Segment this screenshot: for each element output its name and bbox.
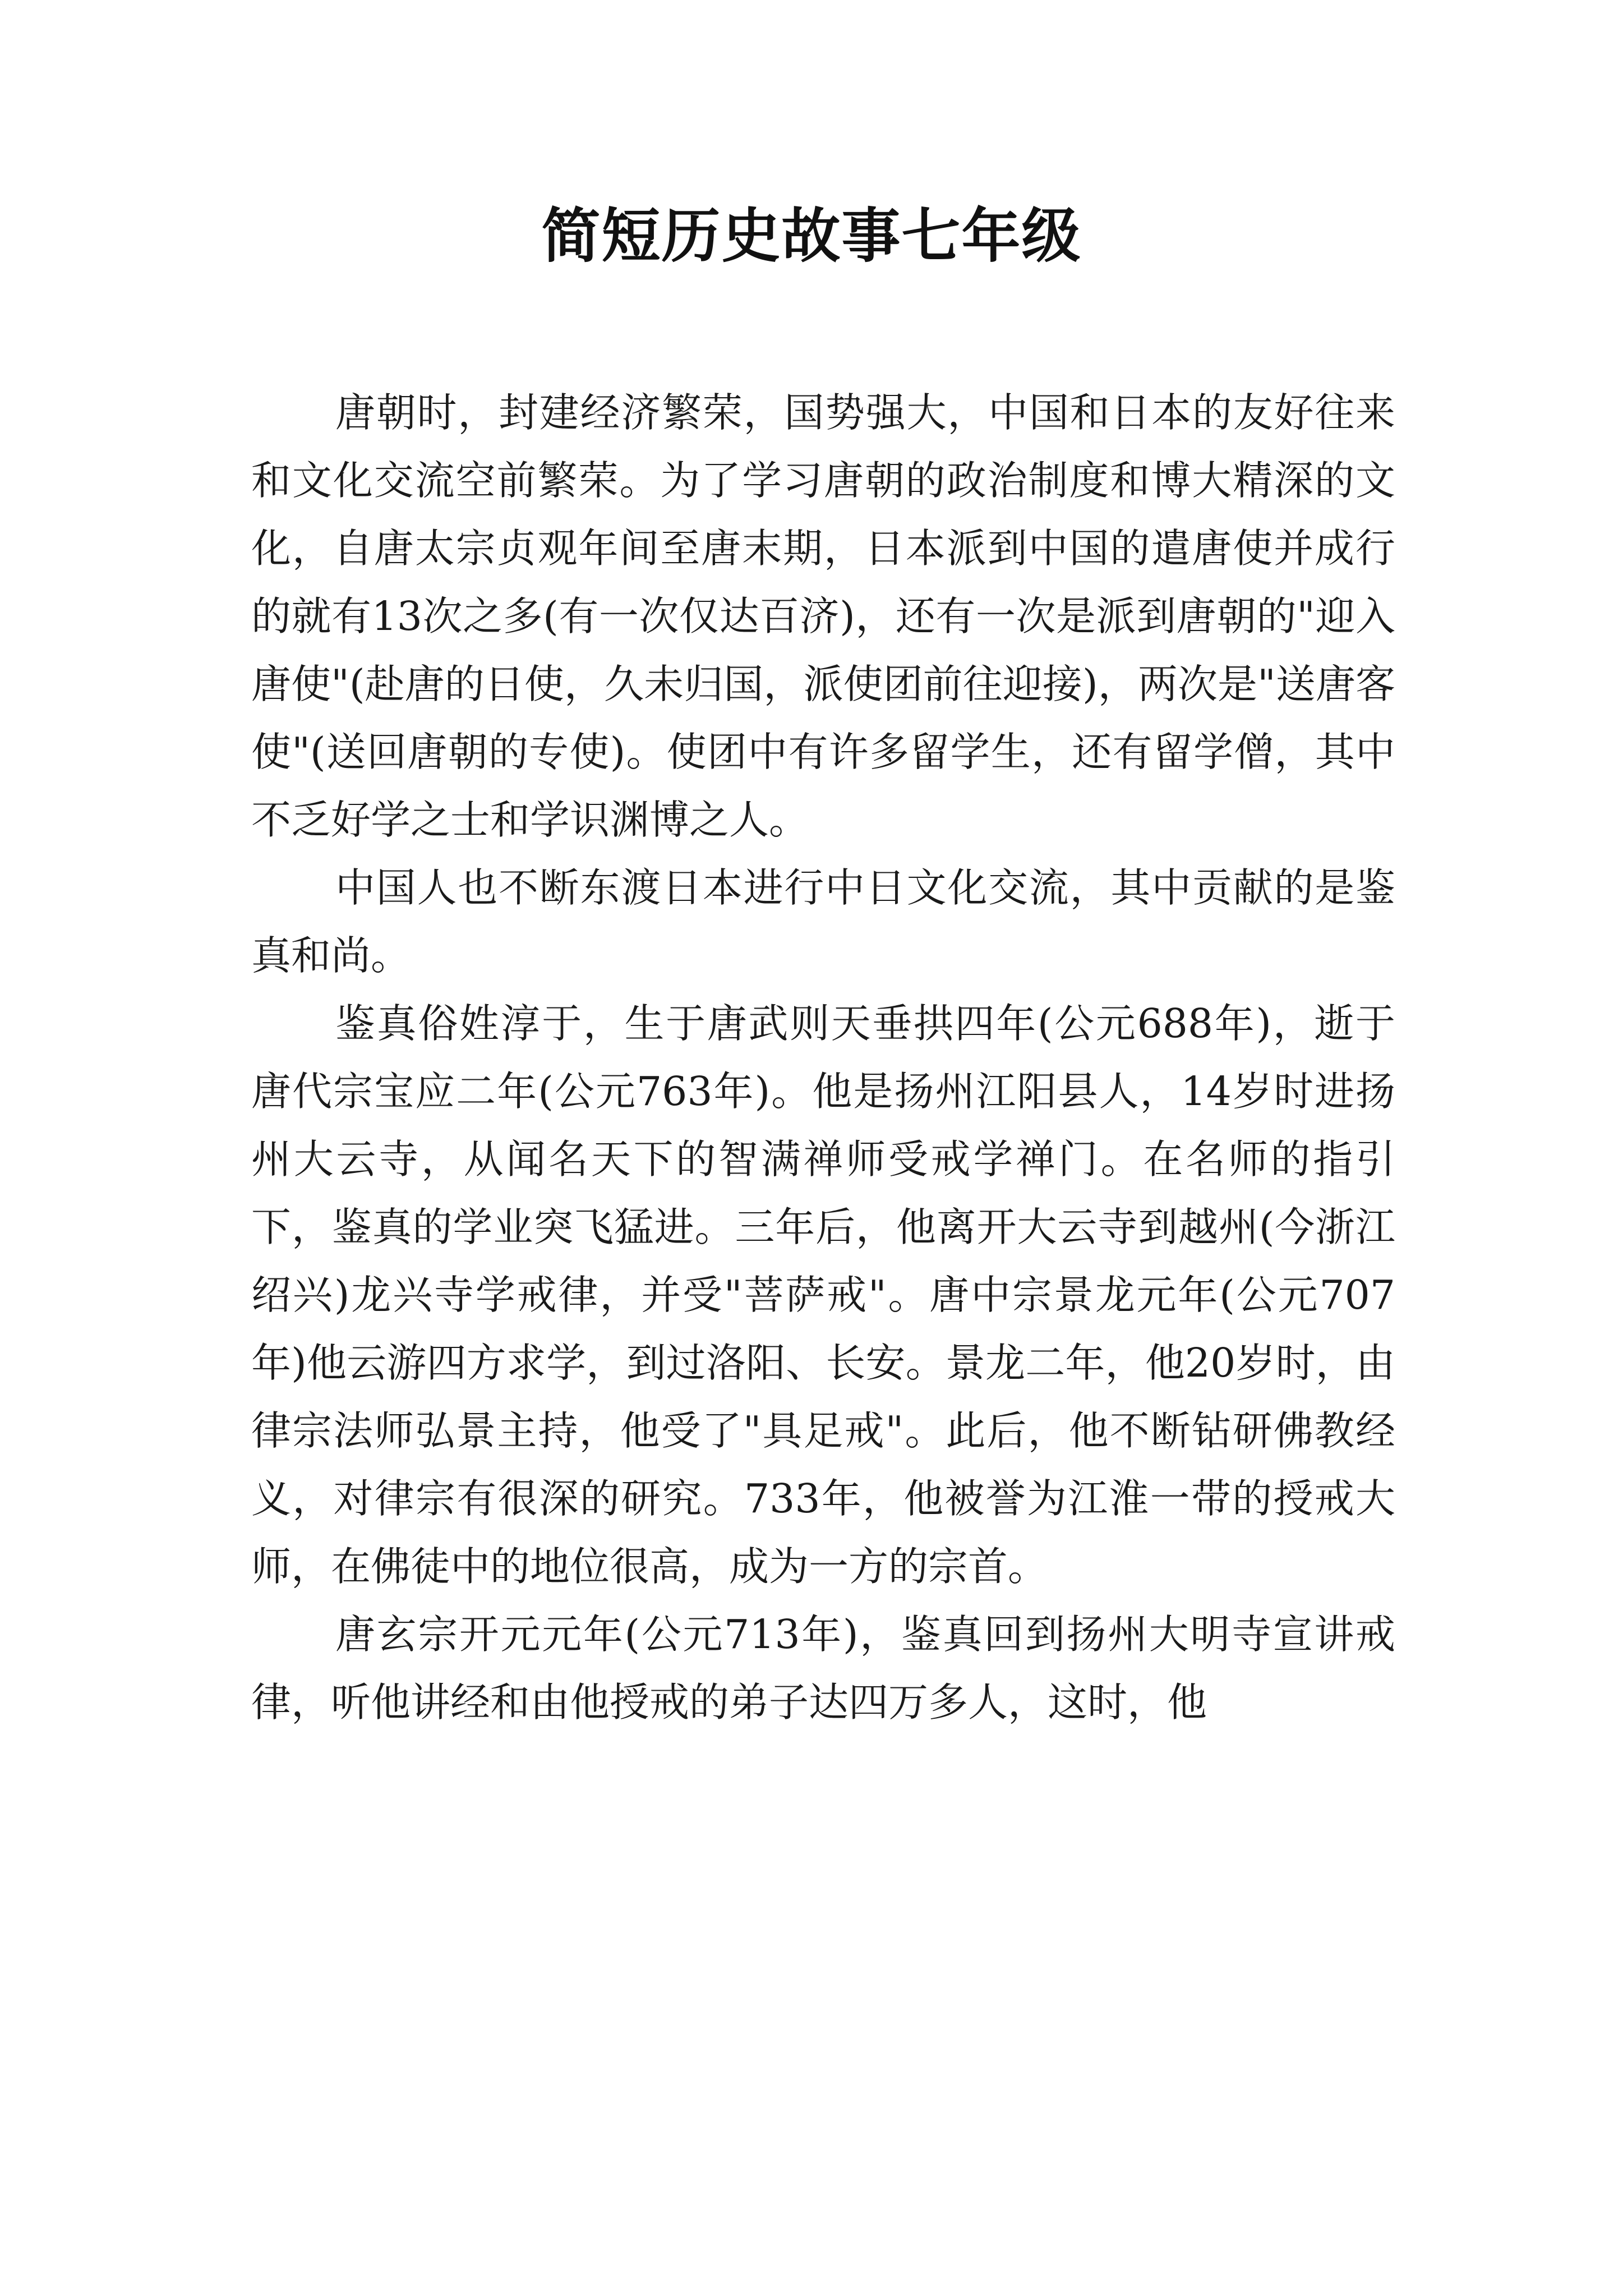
document-title: 简短历史故事七年级 (541, 201, 1082, 270)
paragraph-1: 唐朝时，封建经济繁荣，国势强大，中国和日本的友好往来和文化交流空前繁荣。为了学习唐朝的政治制度和博大精深的文化，自唐太宗贞观年间至唐末期，日本派到中国的遣唐使并成行的就有13次之多(有一次仅达百济)，还有一次是派到唐朝的"迎入唐使"(赴唐的日使，久未归国，派使团前往迎接)，两次是"送唐客使"(送回唐朝的专使)。使团中有许多留学生，还有留学僧，其中不乏好学之士和学识渊博之人。 (251, 389, 1395, 843)
paragraph-3: 鉴真俗姓淳于，生于唐武则天垂拱四年(公元688年)，逝于唐代宗宝应二年(公元763年)。他是扬州江阳县人，14岁时进扬州大云寺，从闻名天下的智满禅师受戒学禅门。在名师的指引下，鉴真的学业突飞猛进。三年后，他离开大云寺到越州(今浙江绍兴)龙兴寺学戒律，并受"菩萨戒"。唐中宗景龙元年(公元707年)他云游四方求学，到过洛阳、长安。景龙二年，他20岁时，由律宗法师弘景主持，他受了"具足戒"。此后，他不断钻研佛教经义，对律宗有很深的研究。733年，他被誉为江淮一带的授戒大师，在佛徒中的地位很高，成为一方的宗首。 (251, 1000, 1395, 1590)
document-body (251, 379, 1395, 1736)
paragraph-2: 中国人也不断东渡日本进行中日文化交流，其中贡献的是鉴真和尚。 (251, 864, 1395, 979)
paragraph-4: 唐玄宗开元元年(公元713年)，鉴真回到扬州大明寺宣讲戒律，听他讲经和由他授戒的弟子达四万多人，这时，他 (251, 1611, 1395, 1726)
